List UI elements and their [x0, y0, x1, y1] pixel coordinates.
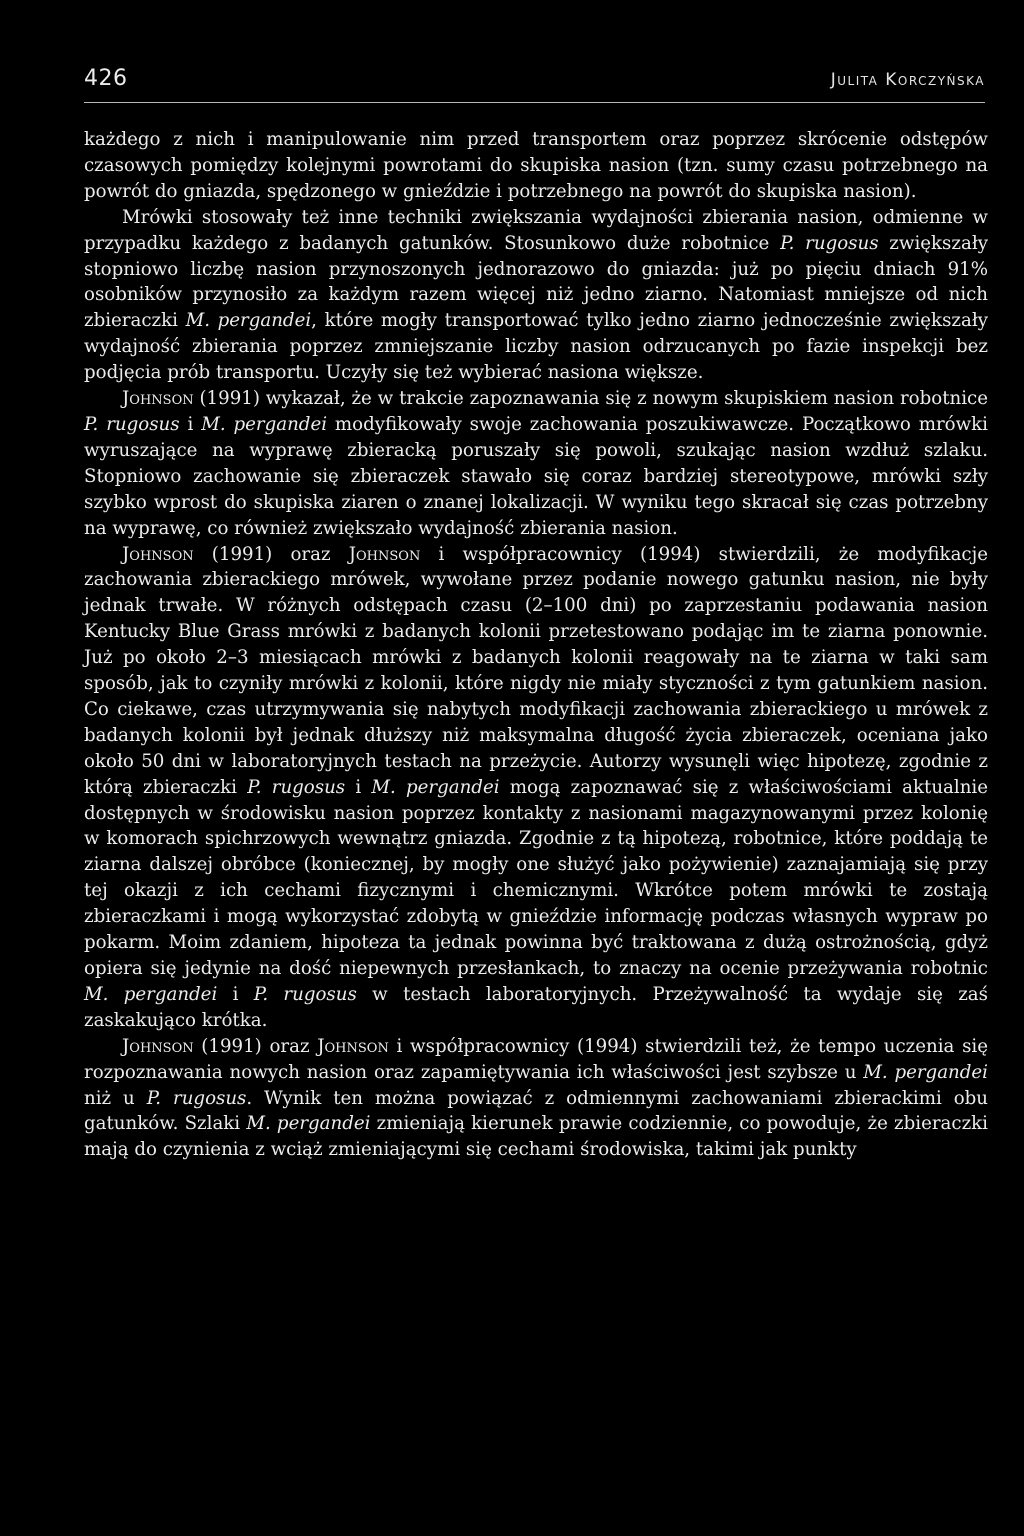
- species-name: P. rugosus: [780, 232, 879, 254]
- body-text: [84, 127, 988, 1163]
- text-run: i: [179, 413, 202, 435]
- text-run: i: [345, 776, 372, 798]
- species-name: P. rugosus: [247, 776, 346, 798]
- species-name: M. pergandei: [84, 983, 218, 1005]
- species-name: M. pergandei: [185, 310, 312, 332]
- author-citation: Johnson: [122, 543, 194, 565]
- text-run: Mrówki stosowały też inne techniki zwiększania wydajności zbierania nasion, odmienne w przypadku każdego z badanych gatunków. Stosunkowo duże robotnice: [84, 206, 988, 254]
- text-run: (1991) oraz: [193, 1035, 318, 1057]
- text-run: modyfikowały swoje zachowania poszukiwawcze. Początkowo mrówki wyruszające na wyprawę zbieracką poruszały się powoli, szukając nasion wzdłuż szlaku. Stopniowo zachowanie się zbieraczek stawało się coraz bardziej stereotypowe, mrówki szły szybko wprost do skupiska ziaren o znanej lokalizacji. W wyniku tego skracał się czas potrzebny na wyprawę, co również zwiększało wydajność zbierania nasion.: [84, 413, 988, 539]
- text-run: zwiększały stopniowo liczbę nasion przynoszonych jednorazowo do gniazda: już po pięciu dniach 91% osobników przynosiło za każdym razem więcej niż jedno ziarno. Natomiast mniejsze od nich zbieraczki: [84, 232, 988, 332]
- text-run: (1991) oraz: [193, 543, 349, 565]
- author-citation: Johnson: [317, 1035, 389, 1057]
- running-author: Julita Korczyńska: [830, 70, 985, 90]
- text-run: zmieniają kierunek prawie codziennie, co powoduje, że zbieraczki mają do czynienia z wciąż zmieniającymi się cechami środowiska, takimi jak punkty: [84, 1113, 988, 1161]
- paragraph: [84, 386, 988, 541]
- running-head: [84, 66, 985, 103]
- text-run: mogą zapoznawać się z właściwościami aktualnie dostępnych w środowisku nasion poprzez kontakty z nasionami magazynowanymi przez kolonię w komorach spichrzowych wewnątrz gniazda. Zgodnie z tą hipotezą, robotnice, które poddają te ziarna dalszej obróbce (koniecznej, by mogły one służyć jako pożywienie) zaznajamiają się przy tej okazji z ich cechami fizycznymi i chemicznymi. Wkrótce potem mrówki te zostają zbieraczkami i mogą wykorzystać zdobytą w gnieździe informację podczas własnych wypraw po pokarm. Moim zdaniem, hipoteza ta jednak powinna być traktowana z dużą ostrożnością, gdyż opiera się jedynie na dość niepewnych przesłankach, to znaczy na ocenie przeżywania robotnic: [84, 776, 988, 979]
- paragraph: [84, 205, 988, 386]
- text-run: . Wynik ten można powiązać z odmiennymi zachowaniami zbierackimi obu gatunków. Szlaki: [84, 1087, 989, 1135]
- page-number: 426: [84, 66, 128, 91]
- text-run: i współpracownicy (1994) stwierdzili też, że tempo uczenia się rozpoznawania nowych nasion oraz zapamiętywania ich właściwości jest szybsze u: [84, 1035, 988, 1083]
- paragraph: [84, 1034, 988, 1164]
- species-name: M. pergandei: [863, 1061, 988, 1083]
- species-name: M. pergandei: [246, 1113, 371, 1135]
- paragraph: [84, 127, 988, 205]
- text-run: , które mogły transportować tylko jedno ziarno jednocześnie zwiększały wydajność zbierania poprzez zmniejszanie liczby nasion odrzucanych po fazie inspekcji bez podjęcia prób transportu. Uczyły się też wybierać nasiona większe.: [84, 310, 988, 384]
- author-citation: Johnson: [122, 1035, 194, 1057]
- author-citation: Johnson: [348, 543, 421, 565]
- species-name: P. rugosus: [146, 1087, 247, 1109]
- paragraph: [84, 542, 988, 1034]
- species-name: M. pergandei: [201, 413, 328, 435]
- text-run: niż u: [84, 1087, 147, 1109]
- species-name: P. rugosus: [84, 413, 180, 435]
- text-run: i współpracownicy (1994) stwierdzili, że modyfikacje zachowania zbierackiego mrówek, wywołane przez podanie nowego gatunku nasion, nie były jednak trwałe. W różnych odstępach czasu (2–100 dni) po zaprzestaniu podawania nasion Kentucky Blue Grass mrówki z badanych kolonii przetestowano podając im te ziarna ponownie. Już po około 2–3 miesiącach mrówki z badanych kolonii reagowały na te ziarna w taki sam sposób, jak to czyniły mrówki z kolonii, które nigdy nie miały styczności z tym gatunkiem nasion. Co ciekawe, czas utrzymywania się nabytych modyfikacji zachowania zbierackiego u mrówek z badanych kolonii był jednak dłuższy niż maksymalna długość życia zbieraczek, oceniana jako około 50 dni w laboratoryjnych testach na przeżycie. Autorzy wysunęli więc hipotezę, zgodnie z którą zbieraczki: [84, 543, 988, 798]
- text-run: każdego z nich i manipulowanie nim przed transportem oraz poprzez skrócenie odstępów czasowych pomiędzy kolejnymi powrotami do skupiska nasion (tzn. sumy czasu potrzebnego na powrót do gniazda, spędzonego w gnieździe i potrzebnego na powrót do skupiska nasion).: [84, 129, 988, 202]
- text-run: w testach laboratoryjnych. Przeżywalność ta wydaje się zaś zaskakująco krótka.: [84, 983, 988, 1031]
- author-citation: Johnson: [122, 388, 194, 410]
- text-run: i: [217, 983, 254, 1005]
- species-name: M. pergandei: [371, 776, 500, 798]
- text-run: (1991) wykazał, że w trakcie zapoznawania się z nowym skupiskiem nasion robotnice: [193, 388, 988, 410]
- species-name: P. rugosus: [253, 983, 357, 1005]
